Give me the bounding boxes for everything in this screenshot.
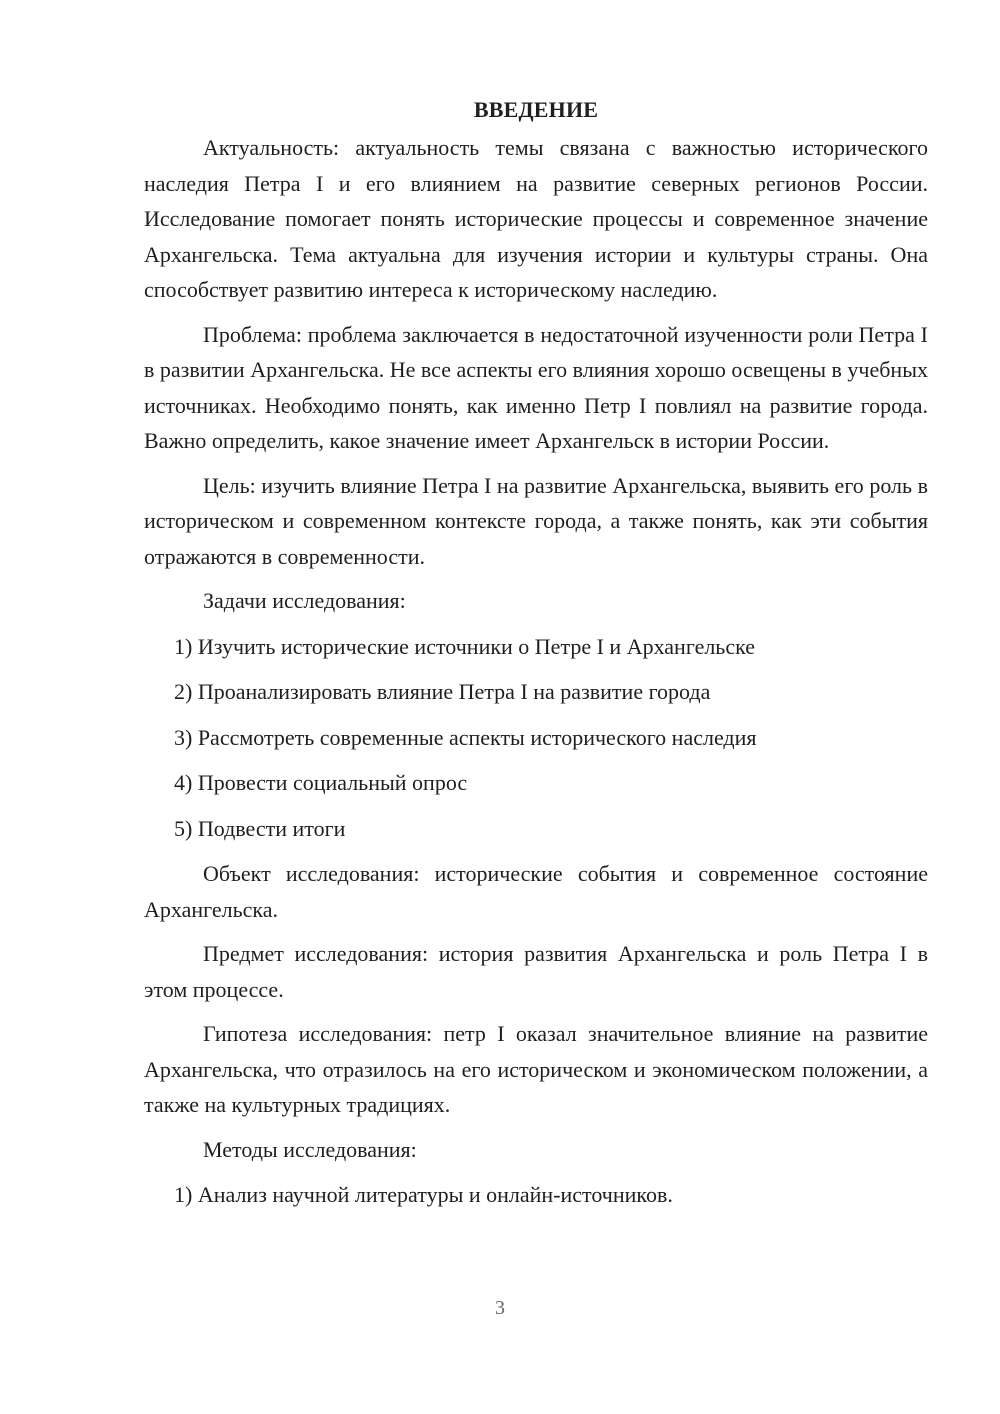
tasks-list bbox=[144, 629, 928, 847]
methods-list bbox=[144, 1177, 928, 1213]
problem-paragraph: Проблема: проблема заключается в недостаточной изученности роли Петра I в развитии Архангельска. Не все аспекты его влияния хорошо освещены в учебных источниках. Необходимо понять, как именно Петр I повлиял на развитие города. Важно определить, какое значение имеет Архангельск в истории России. bbox=[144, 321, 928, 453]
list-item: 5) Подвести итоги bbox=[174, 815, 346, 841]
methods-label: Методы исследования: bbox=[203, 1136, 417, 1162]
section-heading: ВВЕДЕНИЕ bbox=[473, 97, 599, 122]
tasks-label: Задачи исследования: bbox=[203, 588, 406, 613]
page-number: 3 bbox=[495, 1297, 505, 1319]
list-item: 2) Проанализировать влияние Петра I на развитие города bbox=[174, 679, 711, 704]
object-paragraph: Объект исследования: исторические события и современное состояние Архангельска. bbox=[144, 861, 928, 922]
list-item: 1) Изучить исторические источники о Петре I и Архангельске bbox=[174, 633, 756, 659]
document-page bbox=[144, 92, 928, 1223]
goal-paragraph: Цель: изучить влияние Петра I на развитие Архангельска, выявить его роль в историческом и современном контексте города, а также понять, как эти события отражаются в современности. bbox=[144, 472, 928, 569]
hypothesis-paragraph: Гипотеза исследования: петр I оказал значительное влияние на развитие Архангельска, что отразилось на его историческом и экономическом положении, а также на культурных традициях. bbox=[144, 1021, 928, 1117]
list-item: 4) Провести социальный опрос bbox=[174, 770, 468, 795]
list-item: 3) Рассмотреть современные аспекты исторического наследия bbox=[174, 724, 757, 750]
relevance-paragraph: Актуальность: актуальность темы связана с важностью исторического наследия Петра I и его влиянием на развитие северных регионов России. Исследование помогает понять исторические процессы и современное значение Архангельска. Тема актуальна для изучения истории и культуры страны. Она способствует развитию интереса к историческому наследию. bbox=[144, 135, 928, 302]
list-item: 1) Анализ научной литературы и онлайн-источников. bbox=[174, 1182, 673, 1207]
subject-paragraph: Предмет исследования: история развития Архангельска и роль Петра I в этом процессе. bbox=[144, 941, 928, 1002]
